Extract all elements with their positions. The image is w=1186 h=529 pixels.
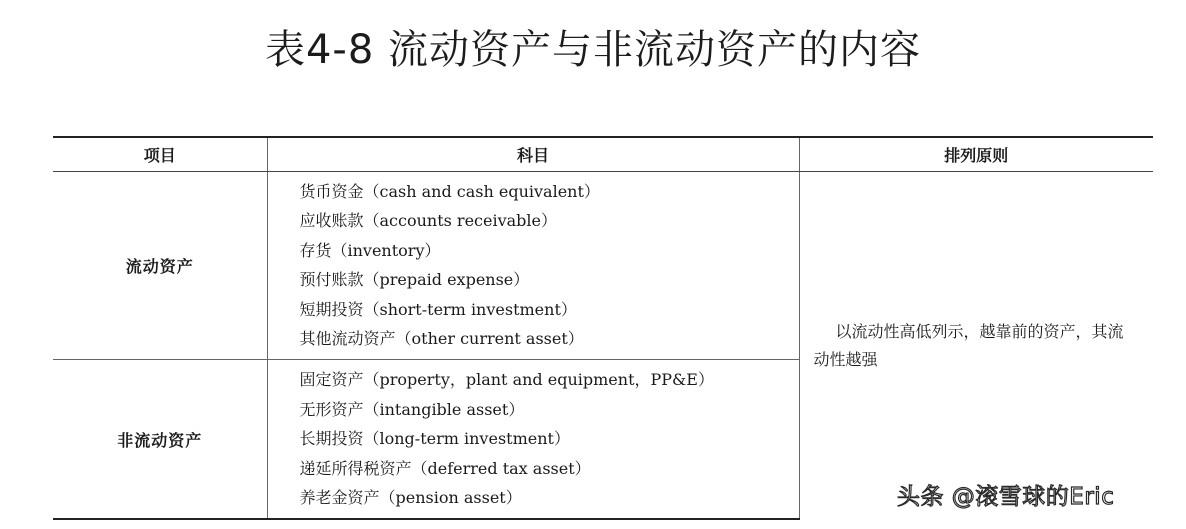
subject-line: 长期投资（long-term investment） bbox=[299, 429, 570, 449]
subjects-current-assets bbox=[267, 172, 799, 360]
table-row-current-assets bbox=[53, 172, 1153, 360]
subjects-noncurrent-assets bbox=[267, 360, 799, 520]
item-current-assets: 流动资产 bbox=[53, 172, 267, 360]
subject-line: 预付账款（prepaid expense） bbox=[299, 270, 530, 290]
subject-line: 固定资产（property，plant and equipment，PP&E） bbox=[299, 370, 714, 390]
content-table-container bbox=[53, 136, 1153, 520]
subject-line: 短期投资（short-term investment） bbox=[299, 299, 577, 319]
subject-line: 存货（inventory） bbox=[299, 240, 441, 260]
item-noncurrent-assets: 非流动资产 bbox=[53, 360, 267, 520]
header-item: 项目 bbox=[53, 137, 267, 172]
ordering-principle-text: 以流动性高低列示，越靠前的资产，其流动性越强 bbox=[813, 321, 1124, 369]
subject-line: 递延所得税资产（deferred tax asset） bbox=[299, 458, 591, 478]
subject-line: 应收账款（accounts receivable） bbox=[299, 211, 558, 231]
ordering-principle-cell bbox=[799, 172, 1153, 520]
header-subjects: 科目 bbox=[267, 137, 799, 172]
subject-line: 无形资产（intangible asset） bbox=[299, 399, 525, 419]
subject-line: 货币资金（cash and cash equivalent） bbox=[299, 182, 600, 201]
header-principle: 排列原则 bbox=[799, 137, 1153, 172]
table-header-row bbox=[53, 137, 1153, 172]
subject-line: 其他流动资产（other current asset） bbox=[299, 329, 584, 349]
subject-line: 养老金资产（pension asset） bbox=[299, 488, 522, 508]
watermark: 头条 @滚雪球的Eric bbox=[897, 484, 1115, 510]
table-title: 表4-8 流动资产与非流动资产的内容 bbox=[264, 27, 922, 73]
assets-content-table bbox=[53, 136, 1153, 520]
